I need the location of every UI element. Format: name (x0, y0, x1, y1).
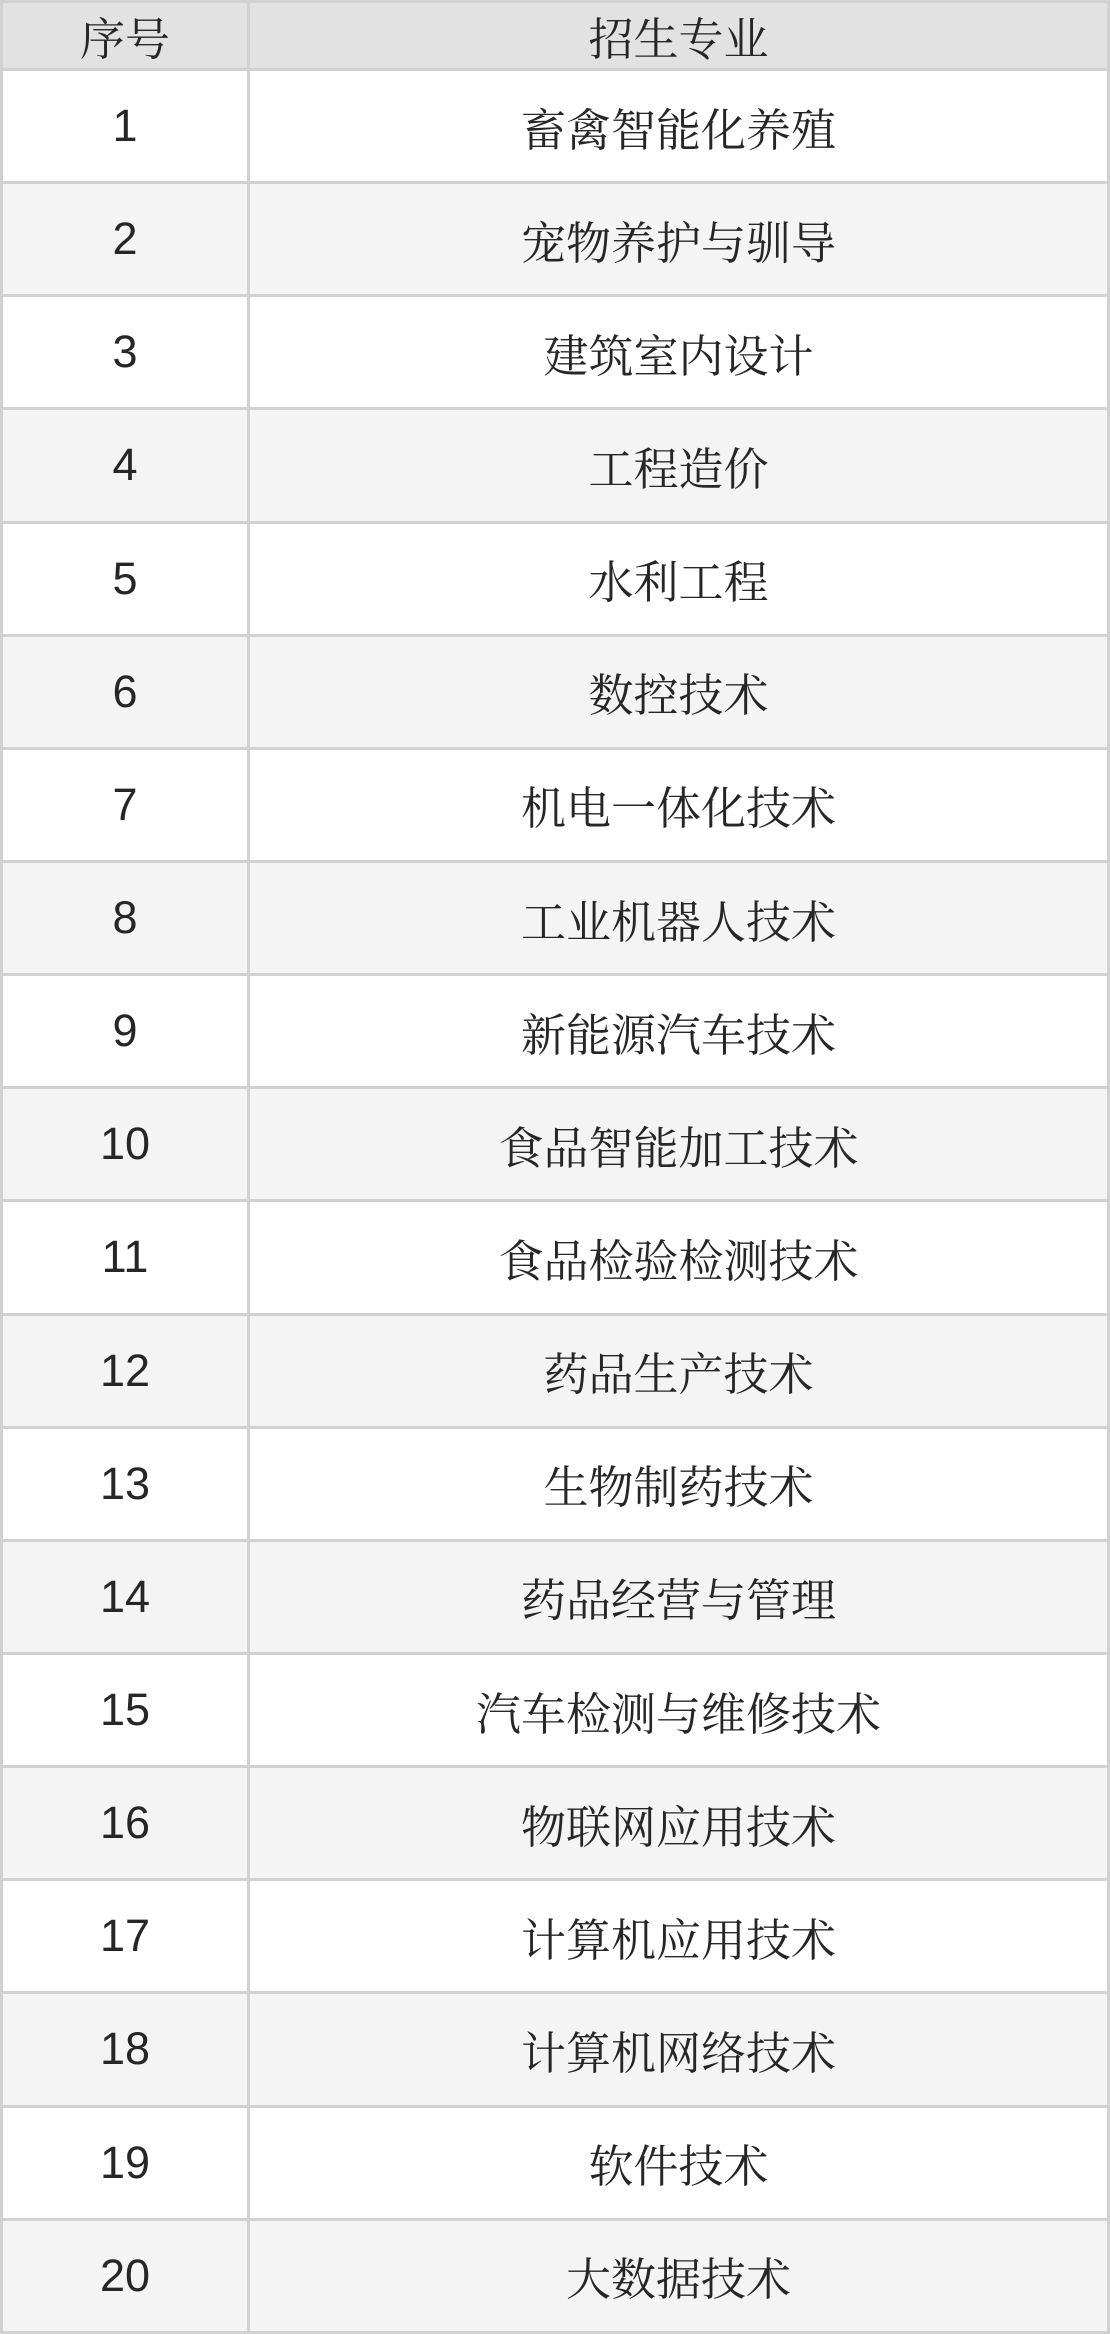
row-number-cell: 16 (2, 1767, 249, 1880)
table-row (2, 409, 1109, 522)
row-number-cell: 20 (2, 2219, 249, 2332)
major-cell: 软件技术 (249, 2106, 1109, 2219)
row-number-cell: 2 (2, 183, 249, 296)
row-number-cell: 8 (2, 861, 249, 974)
table-row (2, 1540, 1109, 1653)
table-row (2, 1993, 1109, 2106)
major-cell: 水利工程 (249, 522, 1109, 635)
row-number-cell: 13 (2, 1427, 249, 1540)
row-number-cell: 9 (2, 975, 249, 1088)
major-cell: 生物制药技术 (249, 1427, 1109, 1540)
row-number-cell: 7 (2, 748, 249, 861)
header-cell-number: 序号 (2, 2, 249, 70)
row-number-cell: 1 (2, 70, 249, 183)
row-number-cell: 17 (2, 1880, 249, 1993)
table-row (2, 70, 1109, 183)
table-row (2, 183, 1109, 296)
row-number-cell: 12 (2, 1314, 249, 1427)
row-number-cell: 14 (2, 1540, 249, 1653)
major-cell: 药品生产技术 (249, 1314, 1109, 1427)
table-row (2, 2106, 1109, 2219)
table-row (2, 522, 1109, 635)
table-row (2, 1314, 1109, 1427)
header-row (2, 2, 1109, 70)
table-row (2, 975, 1109, 1088)
major-cell: 食品检验检测技术 (249, 1201, 1109, 1314)
table-row (2, 748, 1109, 861)
row-number-cell: 19 (2, 2106, 249, 2219)
major-cell: 宠物养护与驯导 (249, 183, 1109, 296)
major-cell: 食品智能加工技术 (249, 1088, 1109, 1201)
table-row (2, 2219, 1109, 2332)
major-cell: 数控技术 (249, 635, 1109, 748)
table-row (2, 1880, 1109, 1993)
table-row (2, 635, 1109, 748)
row-number-cell: 10 (2, 1088, 249, 1201)
row-number-cell: 6 (2, 635, 249, 748)
table-body (2, 70, 1109, 2333)
major-cell: 畜禽智能化养殖 (249, 70, 1109, 183)
major-cell: 药品经营与管理 (249, 1540, 1109, 1653)
major-cell: 工程造价 (249, 409, 1109, 522)
row-number-cell: 5 (2, 522, 249, 635)
table-row (2, 1653, 1109, 1766)
major-cell: 大数据技术 (249, 2219, 1109, 2332)
row-number-cell: 4 (2, 409, 249, 522)
row-number-cell: 18 (2, 1993, 249, 2106)
table-row (2, 296, 1109, 409)
row-number-cell: 15 (2, 1653, 249, 1766)
major-cell: 计算机应用技术 (249, 1880, 1109, 1993)
major-cell: 新能源汽车技术 (249, 975, 1109, 1088)
table-row (2, 1088, 1109, 1201)
table-row (2, 1427, 1109, 1540)
row-number-cell: 11 (2, 1201, 249, 1314)
major-cell: 物联网应用技术 (249, 1767, 1109, 1880)
major-cell: 计算机网络技术 (249, 1993, 1109, 2106)
table-row (2, 861, 1109, 974)
major-cell: 汽车检测与维修技术 (249, 1653, 1109, 1766)
table-row (2, 1767, 1109, 1880)
row-number-cell: 3 (2, 296, 249, 409)
table-header (2, 2, 1109, 70)
major-cell: 建筑室内设计 (249, 296, 1109, 409)
major-cell: 工业机器人技术 (249, 861, 1109, 974)
table-row (2, 1201, 1109, 1314)
header-cell-major: 招生专业 (249, 2, 1109, 70)
major-cell: 机电一体化技术 (249, 748, 1109, 861)
